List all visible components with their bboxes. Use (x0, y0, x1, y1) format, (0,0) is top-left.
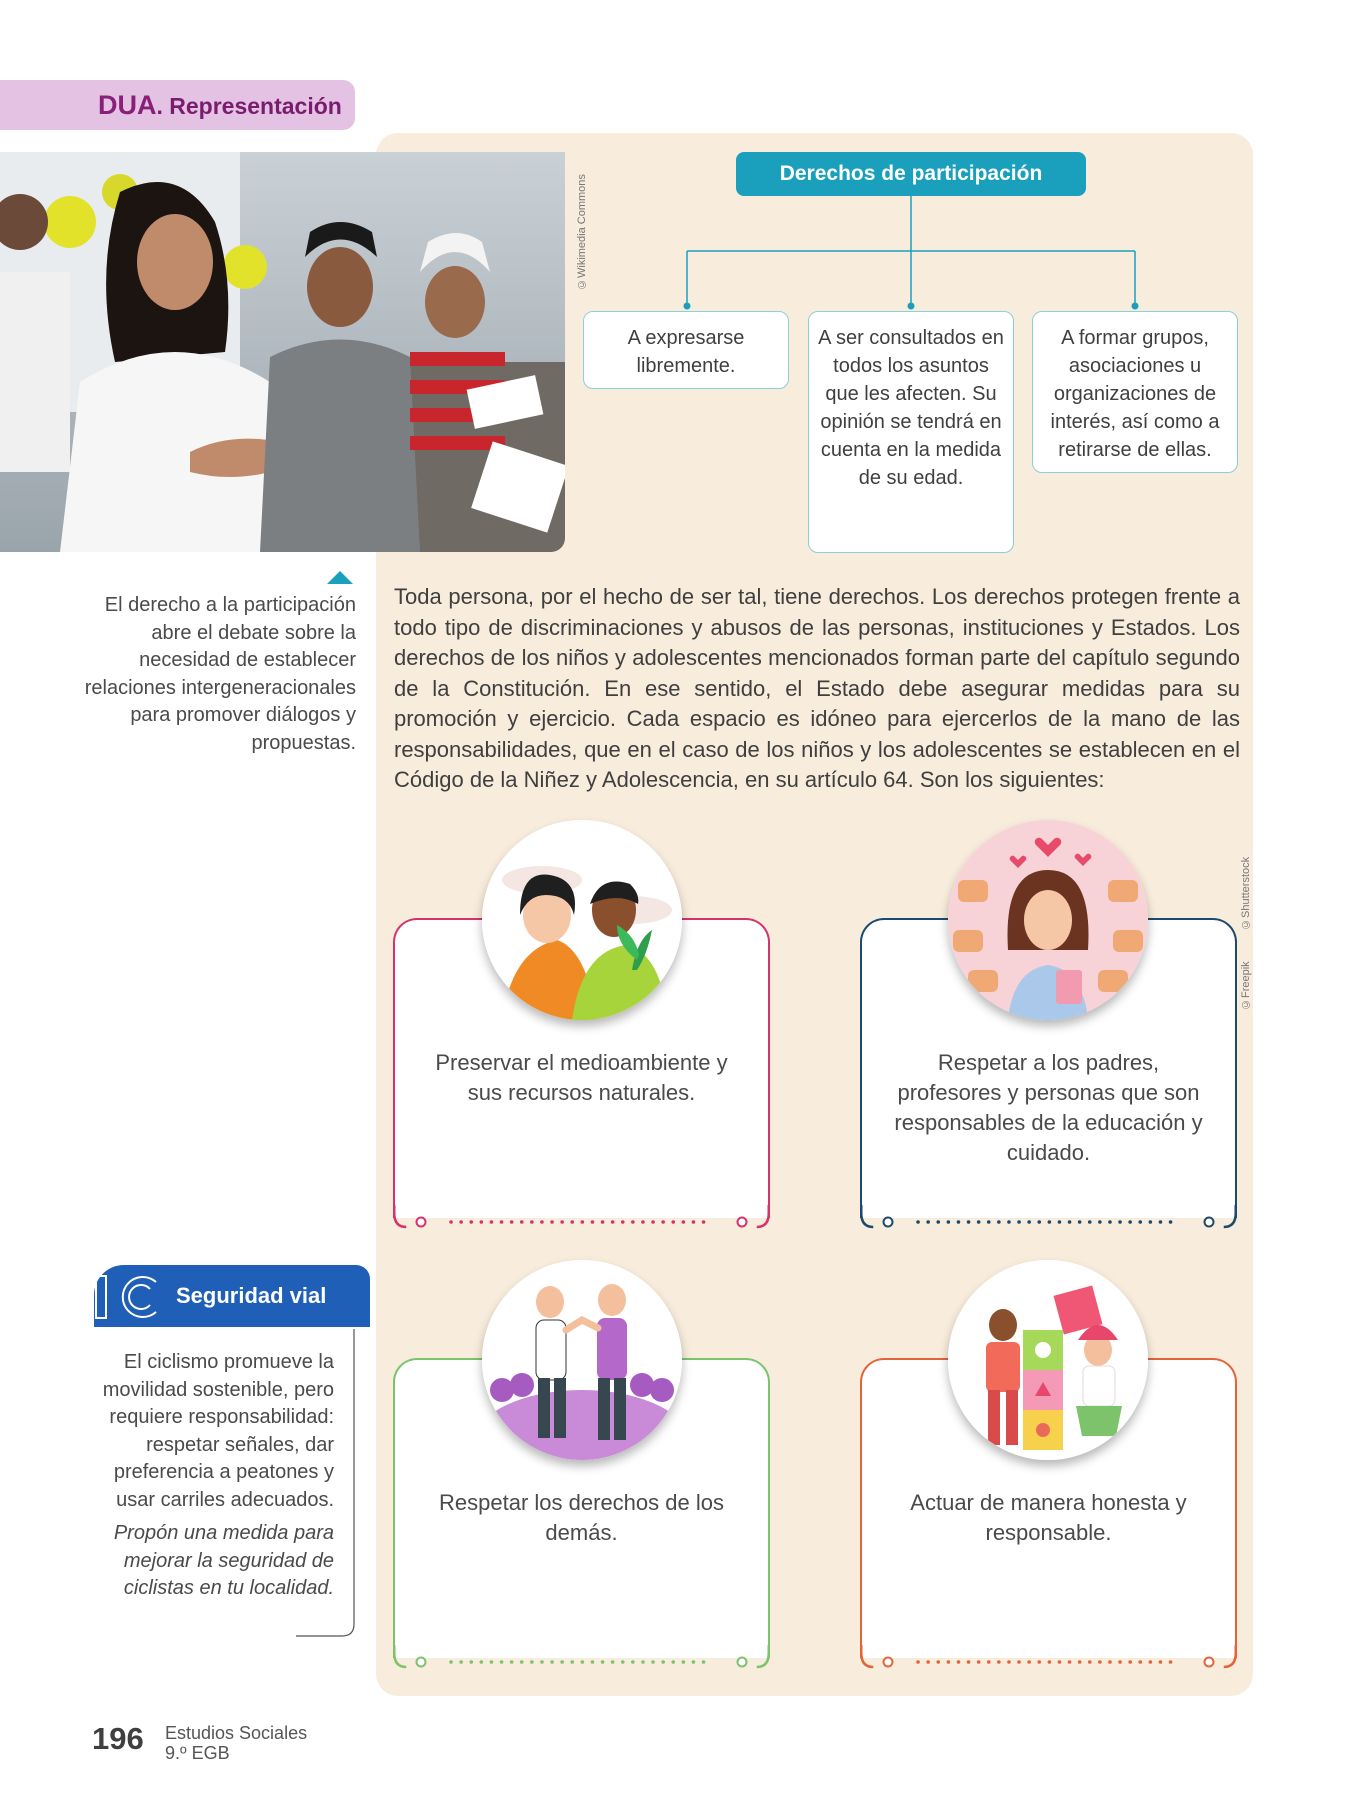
concept-map-item-expresarse: A expresarse libremente. (583, 311, 789, 389)
subject-name: Estudios Sociales (165, 1723, 308, 1743)
card-1-bottom (393, 1205, 770, 1233)
participation-photo (0, 152, 565, 552)
seguridad-vial-body (86, 1349, 334, 1603)
card-actuar-honesta-text: Actuar de manera honesta y responsable. (910, 1490, 1187, 1545)
concept-map-item-formar-grupos: A formar grupos, asociaciones u organizaciones de interés, así como a retirarse de ellas. (1032, 311, 1238, 473)
seguridad-vial-question: Propón una medida para mejorar la seguridad de ciclistas en tu localidad. (113, 1522, 334, 1599)
respeto-padres-illustration (948, 820, 1148, 1020)
page-number: 196 (92, 1721, 144, 1756)
card-preservar-text: Preservar el medioambiente y sus recursos naturales. (435, 1050, 728, 1105)
card-4-bottom (860, 1645, 1237, 1673)
caption-arrow-icon (327, 571, 353, 584)
shutterstock-credit: ©Shutterstock (1240, 856, 1252, 930)
respeto-derechos-illustration (482, 1260, 682, 1460)
card-respetar-derechos-text: Respetar los derechos de los demás. (439, 1490, 724, 1545)
seguridad-vial-text: El ciclismo promueve la movilidad sostenible, pero requiere responsabilidad: respetar señales, dar preferencia a peatones y usar carriles adecuados. (102, 1351, 334, 1511)
youth-event-illustration (0, 152, 565, 552)
photo-credit: ©Wikimedia Commons (576, 174, 588, 290)
concept-map-title: Derechos de participación (736, 152, 1086, 196)
card-3-bottom (393, 1645, 770, 1673)
photo-caption: El derecho a la participación abre el debate sobre la necesidad de establecer relaciones intergeneracionales para promover diálogos y propuestas. (84, 594, 356, 754)
card-respetar-padres-text: Respetar a los padres, profesores y personas que son responsables de la educación y cuidado. (894, 1050, 1203, 1165)
representacion-label: . Representación (156, 93, 342, 119)
dua-label: DUA (98, 90, 157, 120)
grade-label: 9.º EGB (165, 1743, 230, 1763)
honestidad-illustration (948, 1260, 1148, 1460)
concept-map-connectors (680, 196, 1140, 311)
subject-label (165, 1723, 307, 1763)
seguridad-vial-title: Seguridad vial (176, 1283, 327, 1308)
freepik-credit: ©Freepik (1240, 961, 1252, 1010)
concept-map-item-consultados: A ser consultados en todos los asuntos que les afecten. Su opinión se tendrá en cuenta en la medida de su edad. (808, 311, 1014, 553)
dua-representacion-tab (0, 80, 355, 130)
ic-logo-icon (92, 1272, 164, 1322)
medioambiente-illustration (482, 820, 682, 1020)
card-2-bottom (860, 1205, 1237, 1233)
intro-paragraph: Toda persona, por el hecho de ser tal, tiene derechos. Los derechos protegen frente a todo tipo de discriminaciones y abusos de las personas, instituciones y Estados. Los derechos de los niños y adolescentes mencionados forman parte del capítulo segundo de la Constitución. En ese sentido, el Estado debe asegurar medidas para su promoción y ejercicio. Cada espacio es idóneo para ejercerlos de la mano de las responsabilidades, que en el caso de los niños y los adolescentes se establecen en el Código de la Niñez y Adolescencia, en su artículo 64. Son los siguientes: (394, 584, 1240, 792)
